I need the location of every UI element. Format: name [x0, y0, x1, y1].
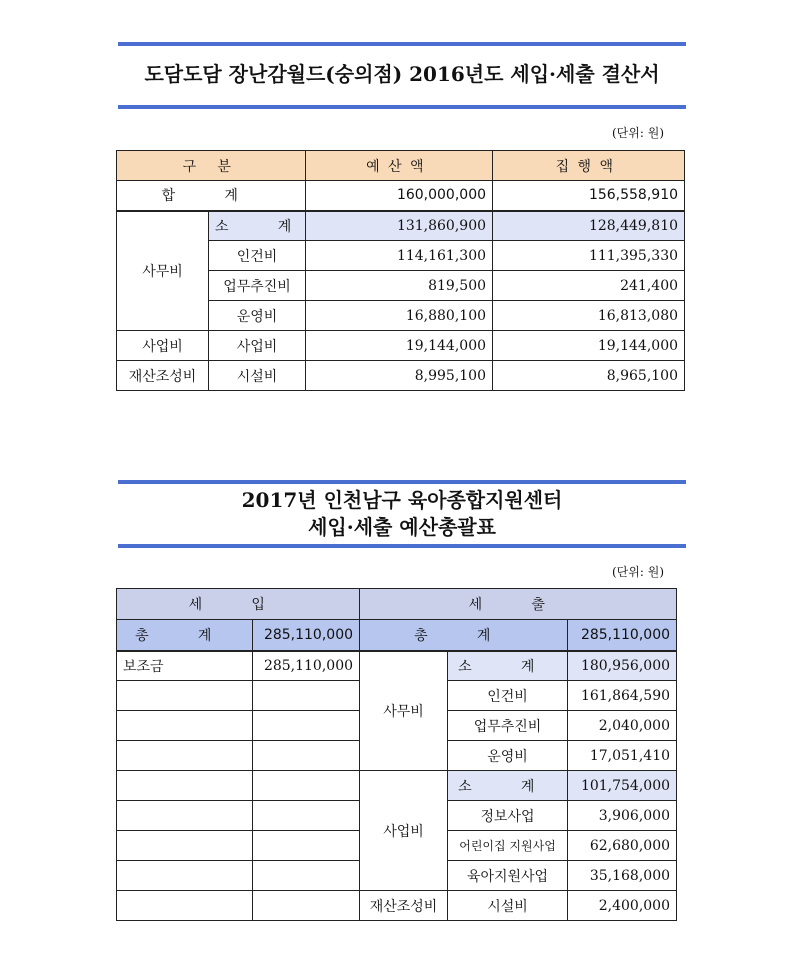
- empty-cell: [117, 831, 253, 861]
- empty-cell: [253, 741, 360, 771]
- row-label: 어린이집 지원사업: [448, 831, 568, 861]
- row-budget: 16,880,100: [306, 301, 493, 331]
- doc2-title-line2: 세입·세출 예산총괄표: [308, 515, 496, 539]
- doc2-title: [118, 480, 686, 548]
- row-label: 운영비: [448, 741, 568, 771]
- doc2-revenue-value: 285,110,000: [253, 651, 360, 681]
- doc1-office-subtotal-executed: 128,449,810: [493, 211, 685, 241]
- row-executed: 16,813,080: [493, 301, 685, 331]
- doc2-unit: (단위: 원): [612, 565, 664, 579]
- empty-cell: [117, 771, 253, 801]
- empty-cell: [253, 801, 360, 831]
- row-label: 육아지원사업: [448, 861, 568, 891]
- row-budget: 8,995,100: [306, 361, 493, 391]
- doc2-office-group: 사무비: [360, 651, 448, 771]
- doc2-total-row: [117, 620, 677, 651]
- doc1-total-executed: 156,558,910: [493, 181, 685, 211]
- empty-cell: [117, 741, 253, 771]
- row-label: 업무추진비: [448, 711, 568, 741]
- doc1-header-budget: 예산액: [306, 151, 493, 181]
- row-value: 35,168,000: [568, 861, 677, 891]
- doc1-settlement-table: [116, 150, 685, 391]
- doc2-expenditure-total-value: 285,110,000: [568, 620, 677, 651]
- row-value: 17,051,410: [568, 741, 677, 771]
- doc2-revenue-total-label: 총 계: [117, 620, 253, 651]
- empty-cell: [253, 711, 360, 741]
- row-label: 사업비: [209, 331, 306, 361]
- doc2-title-line1: 2017년 인천남구 육아종합지원센터: [241, 488, 563, 512]
- row-value: 2,040,000: [568, 711, 677, 741]
- doc1-title: 도담도담 장난감월드(숭의점) 2016년도 세입·세출 결산서: [118, 42, 686, 109]
- doc2-budget-summary-table: [116, 588, 677, 921]
- doc2-expenditure-total-label: 총 계: [360, 620, 568, 651]
- row-value: 3,906,000: [568, 801, 677, 831]
- doc2-office-subtotal-label: 소 계: [448, 651, 568, 681]
- table-row: [117, 331, 685, 361]
- row-label: 정보사업: [448, 801, 568, 831]
- empty-cell: [253, 681, 360, 711]
- row-executed: 19,144,000: [493, 331, 685, 361]
- doc1-asset-group: 재산조성비: [117, 361, 209, 391]
- table-row: [117, 891, 677, 921]
- empty-cell: [117, 861, 253, 891]
- table-row: [117, 651, 677, 681]
- empty-cell: [117, 681, 253, 711]
- row-budget: 19,144,000: [306, 331, 493, 361]
- doc2-section-header-row: [117, 589, 677, 620]
- doc2-project-subtotal-label: 소 계: [448, 771, 568, 801]
- doc2-project-subtotal-value: 101,754,000: [568, 771, 677, 801]
- table-row: [117, 771, 677, 801]
- doc1-header-row: [117, 151, 685, 181]
- empty-cell: [117, 801, 253, 831]
- row-value: 62,680,000: [568, 831, 677, 861]
- doc1-office-group: 사무비: [117, 211, 209, 331]
- doc2-asset-group: 재산조성비: [360, 891, 448, 921]
- row-value: 2,400,000: [568, 891, 677, 921]
- doc2-revenue-header: 세 입: [117, 589, 360, 620]
- row-budget: 114,161,300: [306, 241, 493, 271]
- doc2-revenue-total-value: 285,110,000: [253, 620, 360, 651]
- doc1-unit: (단위: 원): [612, 126, 664, 140]
- empty-cell: [117, 891, 253, 921]
- doc2-office-subtotal-value: 180,956,000: [568, 651, 677, 681]
- doc2-project-group: 사업비: [360, 771, 448, 891]
- empty-cell: [253, 861, 360, 891]
- row-label: 시설비: [209, 361, 306, 391]
- doc1-total-label: 합 계: [117, 181, 306, 211]
- table-row: [117, 361, 685, 391]
- row-label: 시설비: [448, 891, 568, 921]
- table-row: [117, 211, 685, 241]
- doc1-office-subtotal-budget: 131,860,900: [306, 211, 493, 241]
- row-budget: 819,500: [306, 271, 493, 301]
- empty-cell: [253, 891, 360, 921]
- row-executed: 241,400: [493, 271, 685, 301]
- doc1-header-executed: 집행액: [493, 151, 685, 181]
- row-value: 161,864,590: [568, 681, 677, 711]
- doc1-total-budget: 160,000,000: [306, 181, 493, 211]
- row-executed: 8,965,100: [493, 361, 685, 391]
- row-label: 운영비: [209, 301, 306, 331]
- empty-cell: [253, 771, 360, 801]
- doc2-expenditure-header: 세 출: [360, 589, 677, 620]
- empty-cell: [117, 711, 253, 741]
- row-label: 인건비: [209, 241, 306, 271]
- doc1-header-category: 구 분: [117, 151, 306, 181]
- empty-cell: [253, 831, 360, 861]
- row-label: 업무추진비: [209, 271, 306, 301]
- row-label: 인건비: [448, 681, 568, 711]
- row-executed: 111,395,330: [493, 241, 685, 271]
- doc1-total-row: [117, 181, 685, 211]
- doc2-revenue-label: 보조금: [117, 651, 253, 681]
- doc1-office-subtotal-label: 소 계: [209, 211, 306, 241]
- doc1-project-group: 사업비: [117, 331, 209, 361]
